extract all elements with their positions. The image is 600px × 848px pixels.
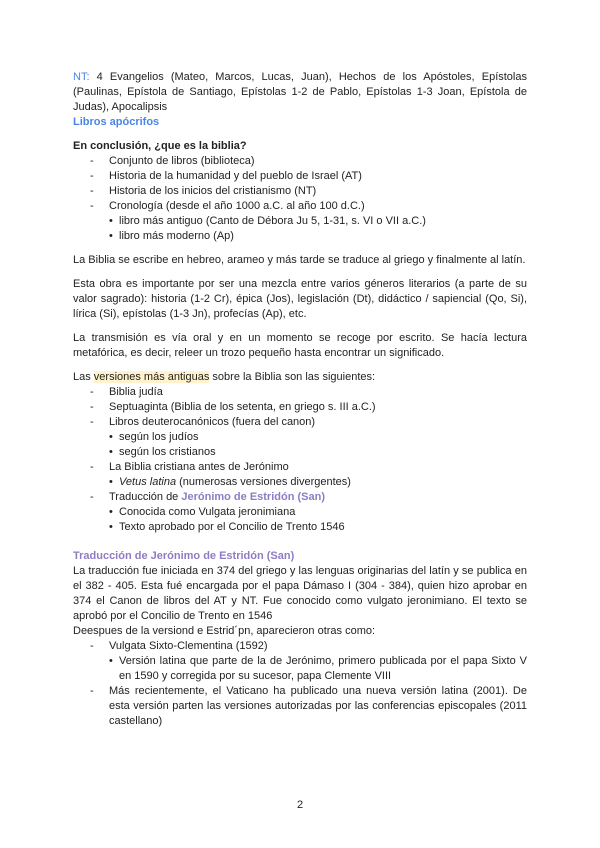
list-item — [73, 490, 527, 505]
traduccion-label: Traducción de — [109, 491, 182, 503]
nt-text: 4 Evangelios (Mateo, Marcos, Lucas, Juan), Hechos de los Apóstoles, Epístolas (Paulinas, Epístola de Santiago, Epístolas 1-2 de Pablo, Epístolas 1-3 Joan, Epístola de Judas), Apocalipsis — [73, 71, 527, 113]
versiones-highlight: versiones más antiguas — [93, 371, 210, 383]
versiones-intro — [73, 370, 527, 385]
list-item: - Conjunto de libros (biblioteca) — [73, 154, 527, 169]
vetus-latina-desc: (numerosas versiones divergentes) — [176, 476, 351, 488]
sub-list-item: • libro más moderno (Ap) — [73, 229, 527, 244]
jeronimo-name: Jerónimo de Estridón (San) — [181, 491, 325, 503]
paragraph-lengua: La Biblia se escribe en hebreo, arameo y más tarde se traduce al griego y finalmente al latín. — [73, 254, 526, 266]
versiones-list — [73, 385, 527, 430]
page-content — [73, 70, 527, 729]
list-item: - Vulgata Sixto-Clementina (1592) — [73, 639, 527, 654]
sub-list-item — [73, 475, 527, 490]
sub-list-item: • libro más antiguo (Canto de Débora Ju 5, 1-31, s. VI o VII a.C.) — [73, 214, 527, 229]
nt-label: NT: — [73, 71, 90, 83]
versiones-list-cont — [73, 460, 527, 475]
deutero-sublist — [73, 430, 527, 460]
traduccion-heading: Traducción de Jerónimo de Estridón (San) — [73, 550, 295, 562]
list-item: - Historia de los inicios del cristianismo (NT) — [73, 184, 527, 199]
versiones-list-cont2 — [73, 490, 527, 505]
sub-list-item: • según los cristianos — [73, 445, 527, 460]
sub-list-item: • según los judíos — [73, 430, 527, 445]
otras-versiones-list — [73, 639, 527, 654]
vetus-latina: Vetus latina — [119, 476, 177, 488]
jeronimo-sublist — [73, 505, 527, 535]
list-item: - Biblia judía — [73, 385, 527, 400]
paragraph-generos: Esta obra es importante por ser una mezcla entre varios géneros literarios (a parte de su valor sagrado): historia (1-2 Cr), épica (Jos), legislación (Dt), didáctico / sapiencial (Qo, Si), lírica (Si), epístolas (1-3 Jn), profecías (Ap), etc. — [73, 278, 527, 320]
list-item: - Libros deuterocanónicos (fuera del canon) — [73, 415, 527, 430]
sub-list-item: • Versión latina que parte de la de Jerónimo, primero publicada por el papa Sixto V en 1590 y corregida por su sucesor, papa Clemente VIII — [73, 654, 527, 684]
versiones-post: sobre la Biblia son las siguientes: — [209, 371, 376, 383]
list-item: - Cronología (desde el año 1000 a.C. al año 100 d.C.) — [73, 199, 527, 214]
traduccion-after: Deespues de la versiond e Estrid´pn, aparecieron otras como: — [73, 625, 376, 637]
apocrifos-heading: Libros apócrifos — [73, 116, 160, 128]
versiones-pre: Las — [73, 371, 94, 383]
list-item: - Más recientemente, el Vaticano ha publicado una nueva versión latina (2001). De esta versión parten las versiones autorizadas por las conferencias episcopales (2011 castellano) — [73, 684, 527, 729]
nt-paragraph — [73, 70, 527, 115]
paragraph-transmision: La transmisión es vía oral y en un momento se recoge por escrito. Se hacía lectura metafórica, es decir, releer un trozo pequeño hasta encontrar un significado. — [73, 332, 527, 359]
conclusion-heading: En conclusión, ¿que es la biblia? — [73, 140, 247, 152]
list-item: - Septuaginta (Biblia de los setenta, en griego s. III a.C.) — [73, 400, 527, 415]
cristiana-sublist — [73, 475, 527, 490]
list-item: - Historia de la humanidad y del pueblo de Israel (AT) — [73, 169, 527, 184]
sixto-sublist — [73, 654, 527, 684]
sub-list-item: • Conocida como Vulgata jeronimiana — [73, 505, 527, 520]
otras-versiones-list-cont — [73, 684, 527, 729]
conclusion-list — [73, 154, 527, 214]
list-item: - La Biblia cristiana antes de Jerónimo — [73, 460, 527, 475]
sub-list-item: • Texto aprobado por el Concilio de Trento 1546 — [73, 520, 527, 535]
cronologia-sublist — [73, 214, 527, 244]
page-number: 2 — [296, 799, 304, 811]
traduccion-body: La traducción fue iniciada en 374 del griego y las lenguas originarias del latín y se publica en el 382 - 405. Esta fué encargada por el papa Dámaso I (304 - 384), quien hizo aprobar en 374 el Canon de libros del AT y NT. Fue conocido como vulgato jeronimiano. El texto se aprobó por el Concilio de Trento en 1546 — [73, 565, 527, 622]
